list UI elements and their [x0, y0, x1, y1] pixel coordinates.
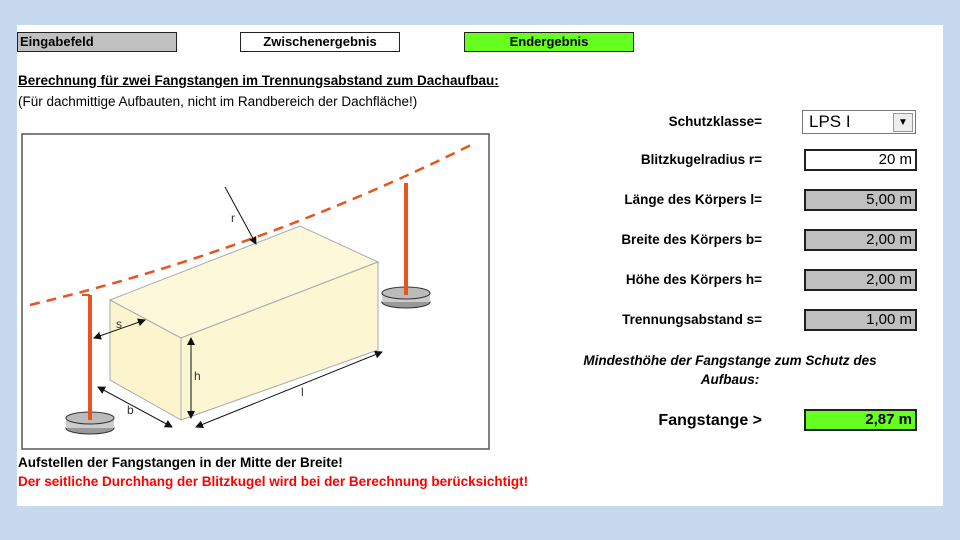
page-title: Berechnung für zwei Fangstangen im Trennungsabstand zum Dachaufbau: [18, 73, 499, 88]
note: Aufstellen der Fangstangen in der Mitte der Breite! [18, 455, 343, 470]
breite-input[interactable]: 2,00 m [804, 229, 917, 251]
label-r: r [231, 211, 235, 225]
chevron-down-icon[interactable]: ▼ [893, 113, 913, 132]
laenge-input[interactable]: 5,00 m [804, 189, 917, 211]
fangstange-result: 2,87 m [804, 409, 917, 431]
label-schutzklasse: Schutzklasse= [668, 114, 762, 129]
warning: Der seitliche Durchhang der Blitzkugel wird bei der Berechnung berücksichtigt! [18, 474, 529, 489]
result-caption-line2: Aufbaus: [700, 372, 760, 387]
legend-intermediate: Zwischenergebnis [240, 32, 400, 52]
label-b: b [127, 403, 134, 417]
label-h: h [194, 369, 201, 383]
hoehe-input[interactable]: 2,00 m [804, 269, 917, 291]
label-l: l [301, 385, 304, 399]
subtitle: (Für dachmittige Aufbauten, nicht im Randbereich der Dachfläche!) [18, 94, 418, 109]
label-laenge: Länge des Körpers l= [624, 192, 762, 207]
label-breite: Breite des Körpers b= [621, 232, 762, 247]
radius-value: 20 m [804, 149, 917, 171]
result-caption-line1: Mindesthöhe der Fangstange zum Schutz des [583, 353, 877, 368]
label-radius: Blitzkugelradius r= [640, 152, 762, 167]
schutzklasse-value: LPS I [809, 112, 851, 131]
label-fangstange: Fangstange > [658, 412, 762, 429]
label-hoehe: Höhe des Körpers h= [625, 272, 762, 287]
trennungsabstand-input[interactable]: 1,00 m [804, 309, 917, 331]
legend-input: Eingabefeld [17, 32, 177, 52]
legend-final: Endergebnis [464, 32, 634, 52]
schutzklasse-select[interactable] [802, 110, 916, 134]
label-s: s [116, 317, 122, 331]
result-caption [550, 353, 910, 387]
label-trennungsabstand: Trennungsabstand s= [622, 312, 762, 327]
